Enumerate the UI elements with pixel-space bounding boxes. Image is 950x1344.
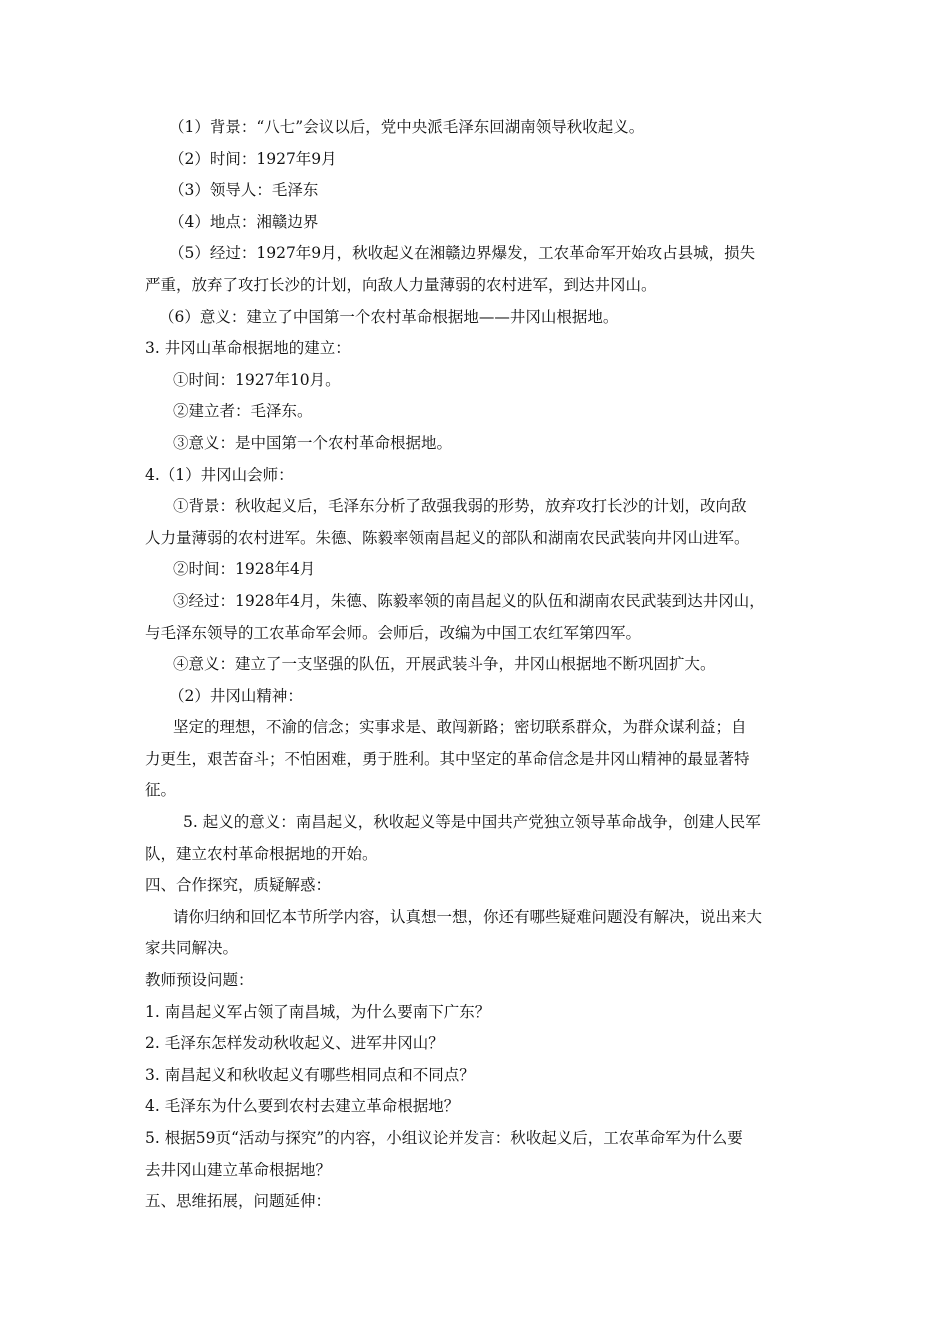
text-line: （2）时间：1927年9月 (169, 149, 337, 168)
text-line: 与毛泽东领导的工农革命军会师。会师后，改编为中国工农红军第四军。 (145, 623, 642, 642)
text-line: 2. 毛泽东怎样发动秋收起义、进军井冈山？ (145, 1034, 444, 1053)
text-line: ②建立者：毛泽东。 (173, 402, 313, 421)
text-line: 严重，放弃了攻打长沙的计划，向敌人力量薄弱的农村进军，到达井冈山。 (145, 275, 657, 294)
text-line: 3. 井冈山革命根据地的建立： (145, 339, 351, 358)
text-line: 家共同解决。 (145, 939, 239, 958)
text-line: 1. 南昌起义军占领了南昌城，为什么要南下广东？ (145, 1002, 491, 1021)
text-line: （2）井冈山精神： (169, 686, 303, 705)
text-line: 坚定的理想，不渝的信念；实事求是、敢闯新路；密切联系群众，为群众谋利益；自 (173, 718, 747, 737)
text-line: ③经过：1928年4月，朱德、陈毅率领的南昌起义的队伍和湖南农民武装到达井冈山， (173, 591, 765, 610)
text-line: ①背景：秋收起义后，毛泽东分析了敌强我弱的形势，放弃攻打长沙的计划，改向敌 (173, 497, 747, 516)
text-line: 5. 根据59页“活动与探究”的内容，小组议论并发言：秋收起义后，工农革命军为什么要 (145, 1129, 743, 1147)
text-line: 5. 起义的意义：南昌起义，秋收起义等是中国共产党独立领导革命战争，创建人民军 (183, 813, 761, 832)
text-line: 力更生，艰苦奋斗；不怕困难，勇于胜利。其中坚定的革命信念是井冈山精神的最显著特 (145, 749, 750, 768)
text-line: （1）背景：“八七”会议以后，党中央派毛泽东回湖南领导秋收起义。 (169, 118, 645, 136)
text-line: 4. 毛泽东为什么要到农村去建立革命根据地？ (145, 1097, 460, 1116)
text-line: 教师预设问题： (145, 971, 254, 990)
document-body (145, 112, 815, 1218)
text-line: （5）经过：1927年9月，秋收起义在湘赣边界爆发，工农革命军开始攻占县城，损失 (169, 244, 756, 263)
text-line: 队，建立农村革命根据地的开始。 (145, 844, 378, 863)
text-line: 请你归纳和回忆本节所学内容，认真想一想，你还有哪些疑难问题没有解决，说出来大 (173, 907, 763, 926)
text-line: ③意义：是中国第一个农村革命根据地。 (173, 433, 453, 452)
text-line: 四、合作探究，质疑解惑： (145, 876, 332, 895)
text-line: （6）意义：建立了中国第一个农村革命根据地——井冈山根据地。 (159, 307, 619, 326)
text-line: 3. 南昌起义和秋收起义有哪些相同点和不同点？ (145, 1065, 475, 1084)
text-line: 人力量薄弱的农村进军。朱德、陈毅率领南昌起义的部队和湖南农民武装向井冈山进军。 (145, 528, 750, 547)
text-line: ①时间：1927年10月。 (173, 370, 341, 389)
text-line: （3）领导人：毛泽东 (169, 181, 319, 200)
text-line: 五、思维拓展，问题延伸： (145, 1192, 332, 1211)
text-line: 征。 (145, 781, 177, 800)
text-line: ②时间：1928年4月 (173, 560, 316, 579)
text-line: 4.（1）井冈山会师： (145, 465, 294, 484)
text-line: （4）地点：湘赣边界 (169, 212, 319, 231)
text-line: 去井冈山建立革命根据地？ (145, 1160, 332, 1179)
text-line: ④意义：建立了一支坚强的队伍，开展武装斗争，井冈山根据地不断巩固扩大。 (173, 655, 716, 674)
